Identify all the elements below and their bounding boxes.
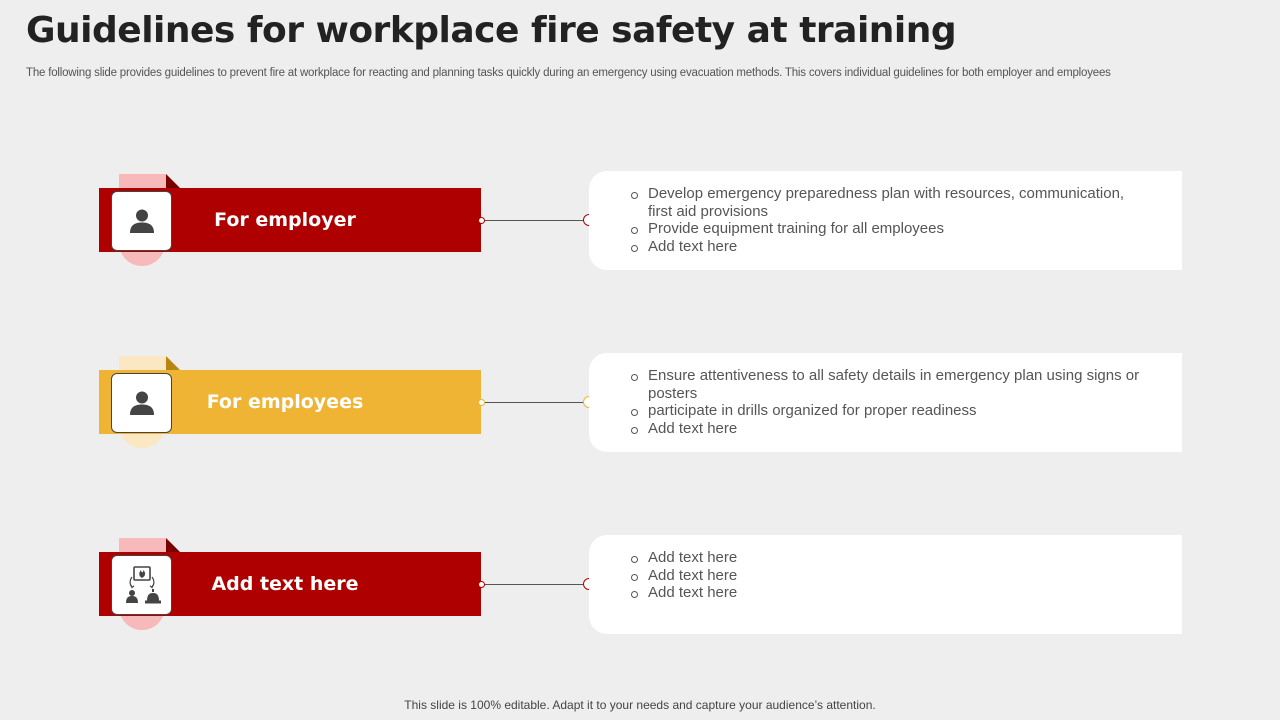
connector-dot bbox=[478, 581, 485, 588]
person-icon bbox=[111, 191, 172, 251]
tab-fold bbox=[166, 356, 180, 370]
bullet-item: Add text here bbox=[630, 584, 1150, 602]
connector-dot bbox=[478, 399, 485, 406]
connector-line bbox=[482, 584, 584, 585]
bullet-item: Add text here bbox=[630, 420, 1150, 438]
page-subtitle: The following slide provides guidelines to prevent fire at workplace for reacting and planning tasks quickly during an emergency using evacuation methods. This covers individual guidelines for both employer and employees bbox=[26, 67, 1111, 79]
fire-emergency-icon bbox=[111, 555, 172, 615]
bullet-item: Ensure attentiveness to all safety details in emergency plan using signs or posters bbox=[630, 367, 1150, 402]
connector-dot bbox=[478, 217, 485, 224]
connector-line bbox=[482, 402, 584, 403]
bullet-item: Provide equipment training for all employees bbox=[630, 220, 1150, 238]
tab-fold bbox=[166, 538, 180, 552]
row-add-text bbox=[0, 538, 1280, 668]
row-employees bbox=[0, 356, 1280, 486]
page-title: Guidelines for workplace fire safety at training bbox=[26, 10, 957, 51]
label-bar-text: Add text here bbox=[211, 573, 359, 595]
tab-fold bbox=[166, 174, 180, 188]
bullet-item: participate in drills organized for proper readiness bbox=[630, 402, 1150, 420]
bullet-item: Add text here bbox=[630, 549, 1150, 567]
label-bar-text: For employer bbox=[214, 209, 356, 231]
person-icon bbox=[111, 373, 172, 433]
footer-note: This slide is 100% editable. Adapt it to your needs and capture your audience’s attention. bbox=[404, 698, 876, 712]
bullet-item: Add text here bbox=[630, 238, 1150, 256]
label-bar-text: For employees bbox=[206, 391, 364, 413]
bullet-item: Develop emergency preparedness plan with resources, communication, first aid provisions bbox=[630, 185, 1150, 220]
bullet-item: Add text here bbox=[630, 567, 1150, 585]
guideline-card bbox=[589, 353, 1182, 452]
connector-line bbox=[482, 220, 584, 221]
guideline-card bbox=[589, 535, 1182, 634]
row-employer bbox=[0, 174, 1280, 304]
guideline-card bbox=[589, 171, 1182, 270]
